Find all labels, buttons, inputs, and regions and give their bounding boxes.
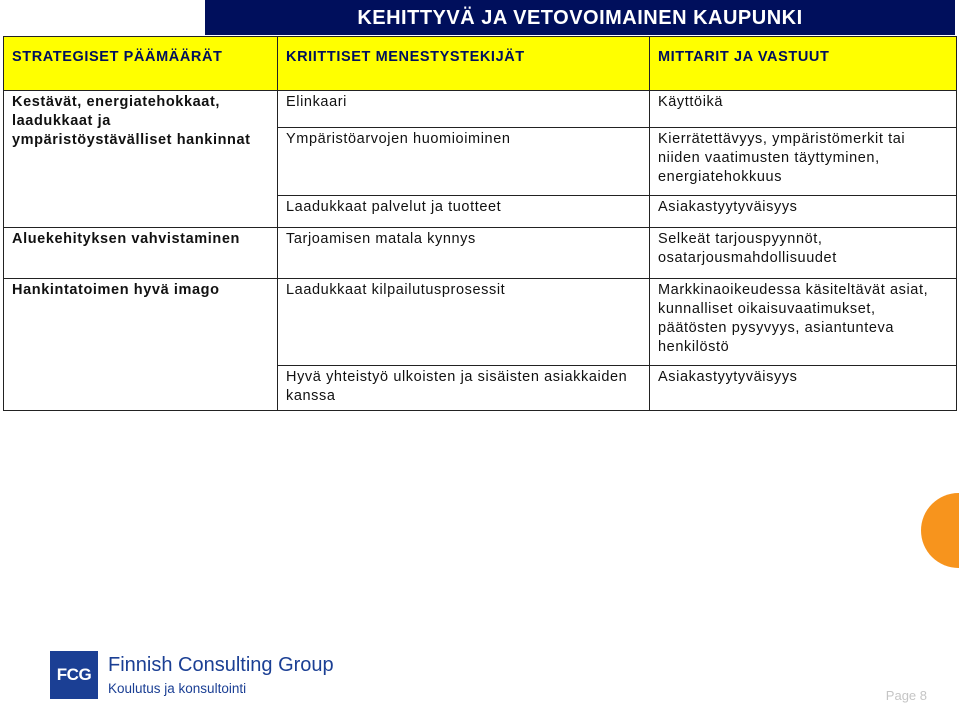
cell-factor: Laadukkaat palvelut ja tuotteet bbox=[278, 195, 650, 227]
cell-metric: Asiakastyytyväisyys bbox=[650, 195, 957, 227]
table-header-row bbox=[4, 37, 957, 91]
fcg-logo-mark: FCG bbox=[50, 651, 98, 699]
cell-factor: Hyvä yhteistyö ulkoisten ja sisäisten asiakkaiden kanssa bbox=[278, 366, 650, 411]
cell-goal: Hankintatoimen hyvä imago bbox=[4, 279, 278, 411]
table-row bbox=[4, 228, 957, 279]
cell-metric: Markkinaoikeudessa käsiteltävät asiat, kunnalliset oikaisuvaatimukset, päätösten pysyvyys, asiantunteva henkilöstö bbox=[650, 279, 957, 366]
cell-factor: Elinkaari bbox=[278, 91, 650, 128]
slide-title: KEHITTYVÄ JA VETOVOIMAINEN KAUPUNKI bbox=[205, 0, 955, 35]
fcg-logo bbox=[50, 651, 370, 701]
orange-corner-decoration bbox=[921, 493, 959, 568]
cell-metric: Selkeät tarjouspyynnöt, osatarjousmahdollisuudet bbox=[650, 228, 957, 279]
page-number: Page 8 bbox=[885, 688, 927, 703]
logo-company-name: Finnish Consulting Group bbox=[108, 654, 334, 676]
cell-goal: Kestävät, energiatehokkaat, laadukkaat ja ympäristöystävälliset hankinnat bbox=[4, 91, 278, 228]
strategy-table bbox=[3, 36, 957, 411]
cell-factor: Ympäristöarvojen huomioiminen bbox=[278, 127, 650, 195]
cell-goal: Aluekehityksen vahvistaminen bbox=[4, 228, 278, 279]
cell-metric: Kierrätettävyys, ympäristömerkit tai niiden vaatimusten täyttyminen, energiatehokkuus bbox=[650, 127, 957, 195]
logo-tagline: Koulutus ja konsultointi bbox=[108, 681, 247, 696]
header-strategic-goals: STRATEGISET PÄÄMÄÄRÄT bbox=[4, 37, 278, 91]
table-row bbox=[4, 91, 957, 128]
header-critical-success-factors: KRIITTISET MENESTYSTEKIJÄT bbox=[278, 37, 650, 91]
table-row bbox=[4, 279, 957, 366]
cell-factor: Tarjoamisen matala kynnys bbox=[278, 228, 650, 279]
cell-metric: Käyttöikä bbox=[650, 91, 957, 128]
cell-metric: Asiakastyytyväisyys bbox=[650, 366, 957, 411]
cell-factor: Laadukkaat kilpailutusprosessit bbox=[278, 279, 650, 366]
header-metrics-responsibilities: MITTARIT JA VASTUUT bbox=[650, 37, 957, 91]
